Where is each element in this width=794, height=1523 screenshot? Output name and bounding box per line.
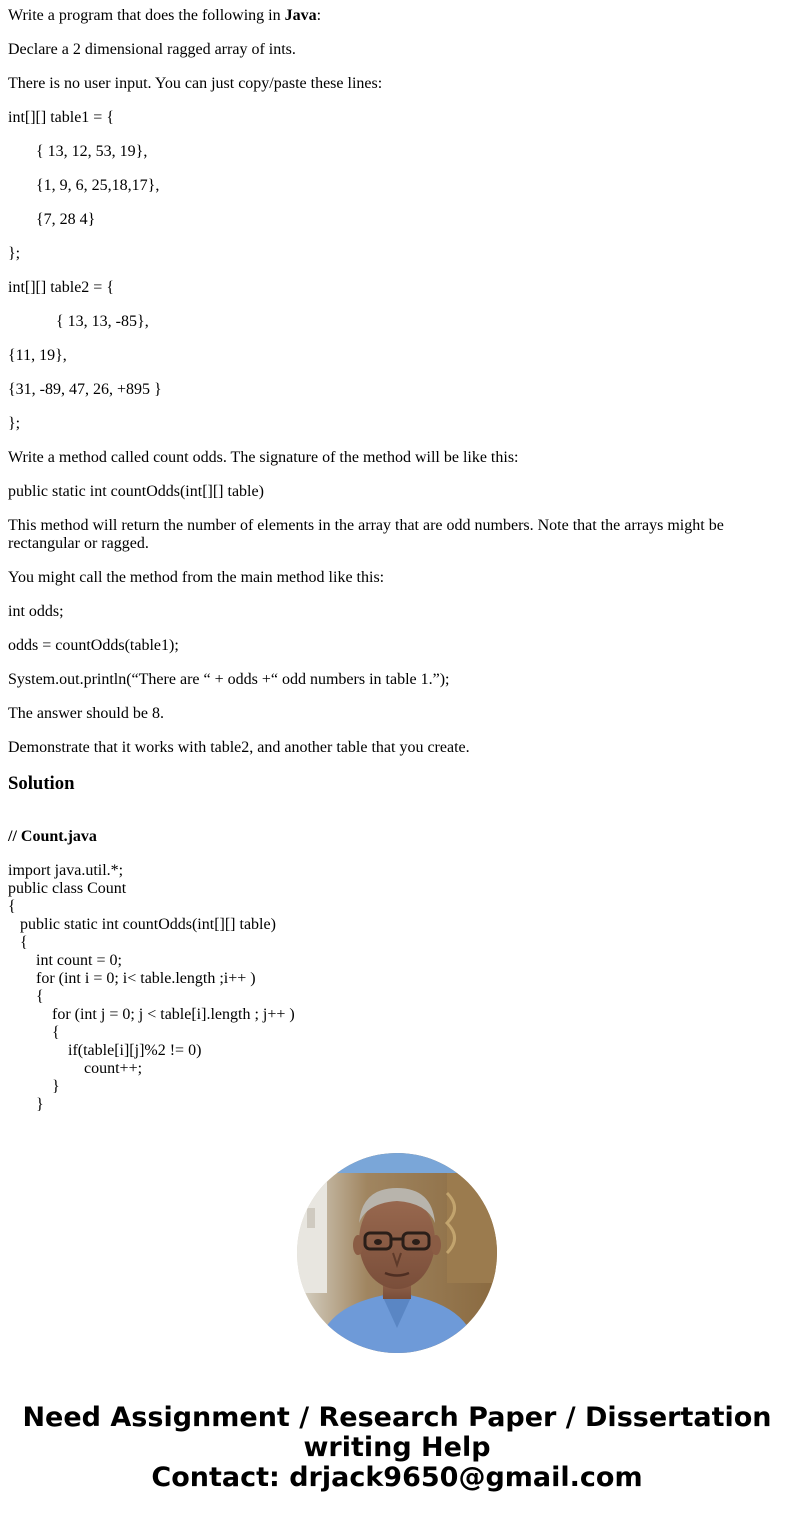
code-line: { <box>8 1024 60 1041</box>
solution-heading: Solution <box>8 773 75 794</box>
call-line: System.out.println(“There are “ + odds +“ odd numbers in table 1.”); <box>8 671 450 688</box>
demonstrate-text: Demonstrate that it works with table2, and another table that you create. <box>8 739 470 756</box>
tutor-portrait-image <box>297 1153 497 1353</box>
code-line: { <box>8 988 44 1005</box>
code-file-label: // Count.java <box>8 828 97 845</box>
code-line: } <box>8 1078 60 1095</box>
table2-line: { 13, 13, -85}, <box>56 313 149 330</box>
footer-line: writing Help <box>303 1432 491 1463</box>
code-line: public class Count <box>8 880 127 897</box>
code-line: count++; <box>8 1060 143 1077</box>
table1-line: int[][] table1 = { <box>8 109 114 126</box>
code-line: } <box>8 1096 44 1113</box>
code-line: { <box>8 898 16 915</box>
table2-line: }; <box>8 415 21 432</box>
code-line: for (int j = 0; j < table[i].length ; j++ ) <box>8 1006 295 1023</box>
footer-contact-line: Contact: drjack9650@gmail.com <box>151 1462 643 1493</box>
question-document <box>8 0 786 1114</box>
language-name: Java <box>284 7 317 24</box>
call-intro-text: You might call the method from the main method like this: <box>8 569 385 586</box>
method-signature: public static int countOdds(int[][] table) <box>8 483 264 500</box>
code-block <box>8 862 786 1114</box>
table1-line: }; <box>8 245 21 262</box>
method-intro-text: Write a method called count odds. The signature of the method will be like this: <box>8 449 519 466</box>
code-line: public static int countOdds(int[][] table) <box>8 916 276 933</box>
tutor-photo <box>297 1153 497 1353</box>
intro-text: Write a program that does the following in Java: <box>8 7 322 24</box>
code-line: import java.util.*; <box>8 862 124 879</box>
code-line: { <box>8 934 28 951</box>
no-input-text: There is no user input. You can just copy/paste these lines: <box>8 75 383 92</box>
call-line: odds = countOdds(table1); <box>8 637 179 654</box>
code-line: if(table[i][j]%2 != 0) <box>8 1042 202 1059</box>
table2-line: {11, 19}, <box>8 347 67 364</box>
table2-line: int[][] table2 = { <box>8 279 114 296</box>
table2-line: {31, -89, 47, 26, +895 } <box>8 381 162 398</box>
footer-line: Need Assignment / Research Paper / Dissertation <box>22 1402 772 1433</box>
call-line: int odds; <box>8 603 64 620</box>
method-description: This method will return the number of elements in the array that are odd numbers. Note that the arrays might be rectangular or ragged. <box>8 517 724 552</box>
table1-line: {1, 9, 6, 25,18,17}, <box>36 177 160 194</box>
table1-line: {7, 28 4} <box>36 211 96 228</box>
code-line: int count = 0; <box>8 952 122 969</box>
code-line: for (int i = 0; i< table.length ;i++ ) <box>8 970 256 987</box>
answer-text: The answer should be 8. <box>8 705 164 722</box>
table1-line: { 13, 12, 53, 19}, <box>36 143 148 160</box>
declare-text: Declare a 2 dimensional ragged array of ints. <box>8 41 296 58</box>
contact-footer <box>0 1403 794 1493</box>
